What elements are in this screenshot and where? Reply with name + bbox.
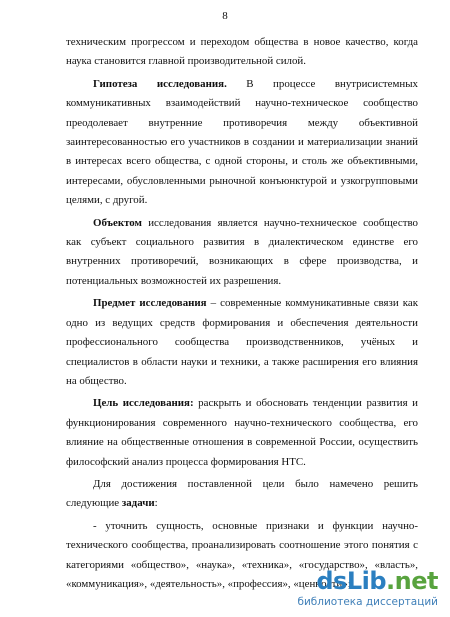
paragraph-goal: [66, 394, 418, 472]
paragraph-hypothesis: [66, 75, 418, 211]
intro-text: техническим прогрессом и переходом общества в новое качество, когда наука становится главной производительной силой.: [66, 36, 418, 68]
goal-text: раскрыть и обосновать тенденции развития и функционирования современного научно-технического сообщества, его влияние на общественные отношения в современной России, осуществить философский анализ процесса формирования НТС.: [66, 397, 419, 468]
hypothesis-label: Гипотеза исследования.: [93, 77, 227, 90]
page-number: 8: [222, 10, 228, 22]
hypothesis-text: В процессе внутрисистемных коммуникативных взаимодействий научно-техническое сообщество преодолевает внутренние противоречия между объективной заинтересованностью его участников в создании и материализации знаний в интересах всего общества, с одной стороны, и столь же объективными, интересами, обусловленными рыночной конъюнктурой и узкогрупповыми целями, с другой.: [66, 77, 419, 207]
goal-label: Цель исследования:: [93, 397, 194, 410]
subject-label: Предмет исследования: [93, 297, 207, 310]
paragraph-tasks: [66, 475, 418, 514]
paragraph-subject: [66, 294, 418, 391]
watermark-logo-main: dsLib: [316, 567, 387, 595]
watermark-logo: [316, 567, 438, 595]
paragraph-intro: [66, 33, 418, 72]
tasks-intro: Для достижения поставленной цели было намечено решить следующие: [66, 477, 418, 510]
tasks-colon: :: [154, 497, 158, 510]
object-text: исследования является научно-техническое сообщество как субъект социального развития в диалектическом единстве его внутренних противоречий, возникающих в сфере производства, и потенциальных возможностей их разрешения.: [66, 216, 418, 287]
task-item-text: - уточнить сущность, основные признаки и функции научно-технического сообщества, проанализировать соотношение этого понятия с категориями «общество», «наука», «техника», «государство», «власть», «коммуникация», «деятельность», «профессия», «ценности»;: [66, 519, 418, 590]
object-label: Объектом: [93, 216, 142, 229]
watermark-logo-tld: .net: [386, 567, 438, 595]
subject-text: – современные коммуникативные связи как одно из ведущих средств формирования и обеспечения деятельности профессионального сообщества производственников, учёных и специалистов в области науки и техники, а также расширения его влияния на общество.: [66, 297, 418, 387]
dslib-watermark: [297, 567, 442, 611]
tasks-label: задачи: [121, 497, 155, 510]
document-body: [66, 33, 418, 594]
watermark-caption: библиотека диссертаций: [297, 596, 438, 608]
paragraph-object: [66, 214, 418, 292]
